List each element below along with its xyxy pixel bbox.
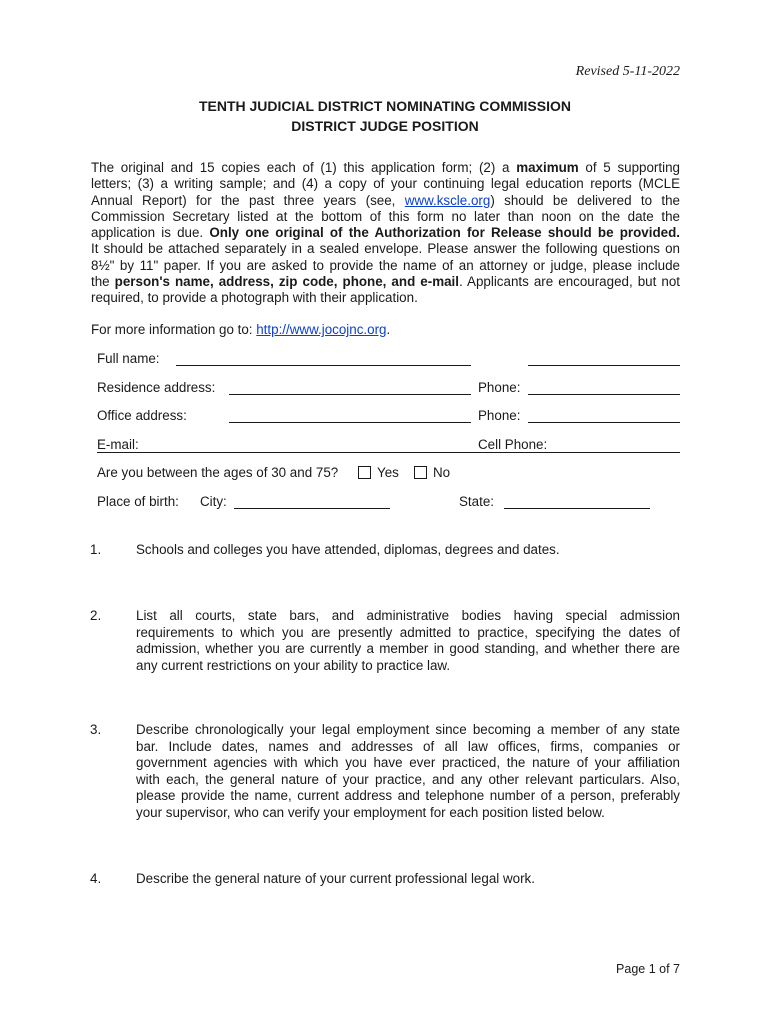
no-checkbox[interactable] bbox=[414, 466, 427, 479]
intro-line: It should be attached separately in a sealed envelope. Please answer the following questions on bbox=[91, 241, 680, 257]
age-question: Are you between the ages of 30 and 75? bbox=[97, 465, 339, 480]
commission-title: TENTH JUDICIAL DISTRICT NOMINATING COMMISSION bbox=[198, 98, 572, 114]
state-field[interactable] bbox=[504, 508, 650, 509]
question-number: 3. bbox=[90, 722, 102, 737]
full-name-extra-field[interactable] bbox=[528, 365, 680, 366]
residence-phone-field[interactable] bbox=[528, 394, 680, 395]
residence-address-field[interactable] bbox=[229, 394, 471, 395]
position-title: DISTRICT JUDGE POSITION bbox=[291, 118, 479, 134]
office-address-label: Office address: bbox=[97, 408, 187, 423]
city-label: City: bbox=[200, 494, 227, 509]
intro-line: 8½" by 11" paper. If you are asked to provide the name of an attorney or judge, please include bbox=[91, 257, 680, 273]
instructions-paragraph bbox=[91, 160, 680, 307]
office-phone-field[interactable] bbox=[528, 422, 680, 423]
question-text: Schools and colleges you have attended, diplomas, degrees and dates. bbox=[136, 542, 560, 557]
full-name-field[interactable] bbox=[176, 365, 471, 366]
intro-line: The original and 15 copies each of (1) this application form; (2) a maximum of 5 supporting bbox=[91, 160, 680, 175]
question-text: Describe chronologically your legal employment since becoming a member of any state bar. Include dates, names and addresses of all law offices, firms, companies or government agencies with which you have ever practiced, the nature of your affiliation with each, the general nature of your practice, and any other relevant particulars. Also, please provide the name, current address and telephone number of a person, preferably your supervisor, who can verify your employment for each position listed below. bbox=[136, 722, 680, 820]
cell-phone-label: Cell Phone: bbox=[478, 437, 548, 452]
question-number: 1. bbox=[90, 542, 102, 557]
intro-line: the person's name, address, zip code, phone, and e-mail. Applicants are encouraged, but not bbox=[91, 274, 681, 290]
city-field[interactable] bbox=[234, 508, 390, 509]
question-text: Describe the general nature of your current professional legal work. bbox=[136, 871, 535, 886]
revised-date: Revised 5-11-2022 bbox=[575, 64, 680, 79]
question-number: 4. bbox=[90, 871, 102, 886]
intro-line: letters; (3) a writing sample; and (4) a copy of your continuing legal education reports (MCLE bbox=[91, 176, 680, 192]
yes-checkbox[interactable] bbox=[358, 466, 371, 479]
residence-address-label: Residence address: bbox=[97, 380, 216, 395]
no-label: No bbox=[433, 465, 451, 480]
question-text: List all courts, state bars, and administrative bodies having special admission requirements to which you are presently admitted to practice, specifying the dates of admission, whether you are currently a member in good standing, and whether there are any current restrictions on your ability to practice law. bbox=[136, 608, 680, 673]
residence-phone-label: Phone: bbox=[478, 380, 521, 395]
place-of-birth-label: Place of birth: bbox=[97, 494, 179, 509]
more-info: For more information go to: http://www.jocojnc.org. bbox=[91, 322, 391, 337]
jocojnc-link[interactable]: http://www.jocojnc.org bbox=[256, 322, 387, 337]
question-number: 2. bbox=[90, 608, 102, 623]
full-name-label: Full name: bbox=[97, 351, 160, 366]
yes-label: Yes bbox=[377, 465, 399, 480]
email-field[interactable] bbox=[97, 452, 680, 453]
intro-line: Commission Secretary listed at the bottom of this form no later than noon on the date the bbox=[91, 208, 680, 224]
intro-line: application is due. Only one original of the Authorization for Release should be provided. bbox=[91, 225, 680, 241]
office-address-field[interactable] bbox=[229, 422, 471, 423]
office-phone-label: Phone: bbox=[478, 408, 521, 423]
page-number: Page 1 of 7 bbox=[616, 962, 680, 976]
intro-line: Annual Report) for the past three years (see, www.kscle.org) should be delivered to the bbox=[91, 192, 680, 208]
kscle-link[interactable]: www.kscle.org bbox=[404, 192, 491, 208]
email-label: E-mail: bbox=[97, 437, 139, 452]
state-label: State: bbox=[459, 494, 494, 509]
intro-line: required, to provide a photograph with their application. bbox=[91, 290, 418, 306]
